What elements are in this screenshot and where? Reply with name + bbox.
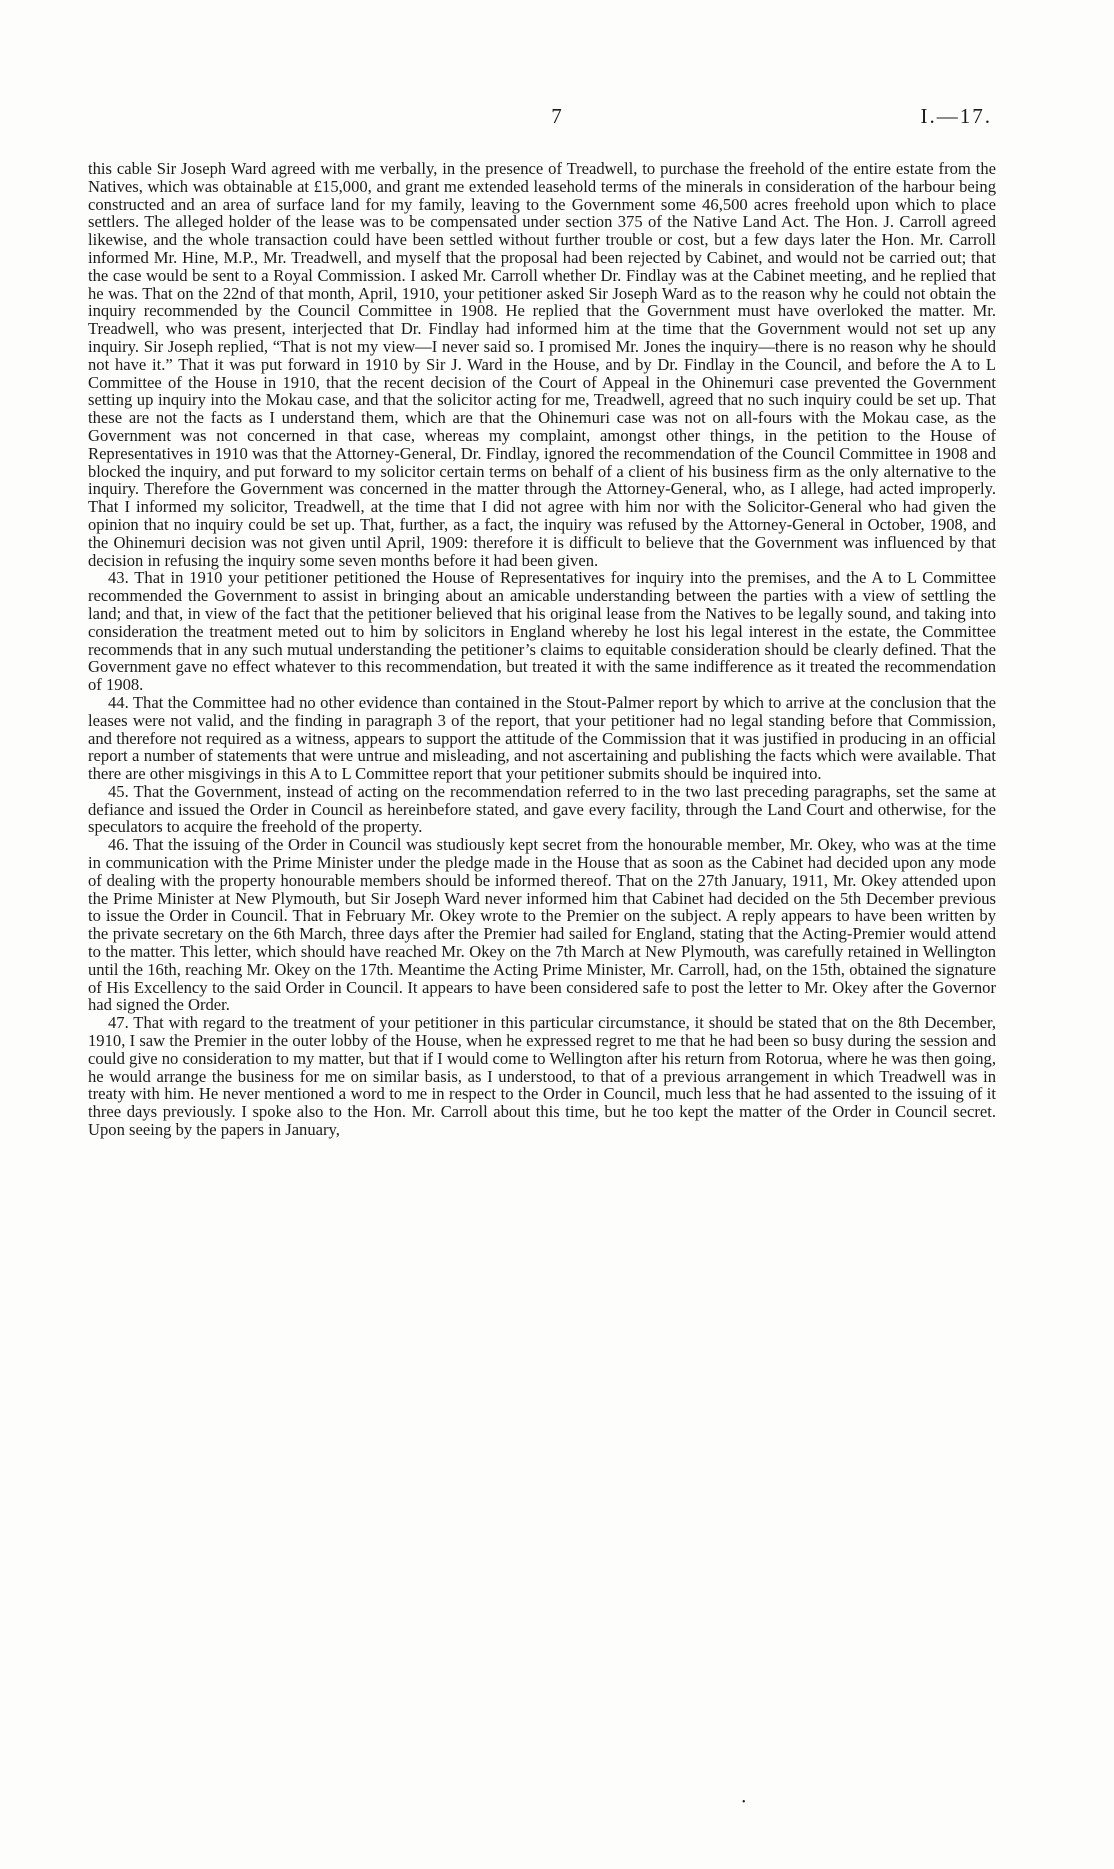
paragraph-47: 47. That with regard to the treatment of your petitioner in this particular circumstance, it should be stated that on the 8th December, 1910, I saw the Premier in the outer lobby of the House, when he expressed regret to me that he had been so busy during the session and could give no consideration to my matter, but that if I would come to Wellington after his return from Rotorua, where he was then going, he would arrange the business for me on similar basis, as I understood, to that of a previous arrangement in which Treadwell was in treaty with him. He never mentioned a word to me in respect to the Order in Council, much less that he had assented to the issuing of it three days previously. I spoke also to the Hon. Mr. Carroll about this time, but he too kept the matter of the Order in Council secret. Upon seeing by the papers in January, — [88, 1013, 996, 1140]
paragraph-46: 46. That the issuing of the Order in Council was studiously kept secret from the honourable member, Mr. Okey, who was at the time in communication with the Prime Minister under the pledge made in the House that as soon as the Cabinet had decided upon any mode of dealing with the property honourable members should be informed thereof. That on the 27th January, 1911, Mr. Okey attended upon the Prime Minister at New Plymouth, but Sir Joseph Ward never informed him that Cabinet had decided on the 5th December previous to issue the Order in Council. That in February Mr. Okey wrote to the Premier on the subject. A reply appears to have been written by the private secretary on the 6th March, three days after the Premier had sailed for England, stating that the Acting-Premier would attend to the matter. This letter, which should have reached Mr. Okey on the 7th March at New Plymouth, was carefully retained in Wellington until the 16th, reaching Mr. Okey on the 17th. Meantime the Acting Prime Minister, Mr. Carroll, had, on the 15th, obtained the signature of His Excellency to the said Order in Council. It appears to have been considered safe to post the letter to Mr. Okey after the Governor had signed the Order. — [88, 835, 996, 1015]
page-header — [0, 104, 1114, 134]
footer-mark: • — [742, 1797, 746, 1808]
paragraph-44: 44. That the Committee had no other evidence than contained in the Stout-Palmer report by which to arrive at the conclusion that the leases were not valid, and the finding in paragraph 3 of the report, that your petitioner had no legal standing before that Commission, and therefore not required as a witness, appears to support the attitude of the Commission that it was justified in producing in an official report a number of statements that were untrue and misleading, and not ascertaining and publishing the facts which were available. That there are other misgivings in this A to L Committee report that your petitioner submits should be inquired into. — [88, 692, 996, 784]
paragraph-45: 45. That the Government, instead of acting on the recommendation referred to in the two last preceding paragraphs, set the same at defiance and issued the Order in Council as hereinbefore stated, and gave every facility, through the Land Court and otherwise, for the speculators to acquire the freehold of the property. — [88, 781, 996, 837]
paragraph-continued: this cable Sir Joseph Ward agreed with me verbally, in the presence of Treadwell, to purchase the freehold of the entire estate from the Natives, which was obtainable at £15,000, and grant me extended leasehold terms of the minerals in consideration of the harbour being constructed and an area of surface land for my family, leaving to the Government some 46,500 acres freehold upon which to place settlers. The alleged holder of the lease was to be compensated under section 375 of the Native Land Act. The Hon. J. Carroll agreed likewise, and the whole transaction could have been settled without further trouble or cost, but a few days later the Hon. Mr. Carroll informed Mr. Hine, M.P., Mr. Treadwell, and myself that the proposal had been rejected by Cabinet, and would not be carried out; that the case would be sent to a Royal Commission. I asked Mr. Carroll whether Dr. Findlay was at the Cabinet meeting, and he replied that he was. That on the 22nd of that month, April, 1910, your petitioner asked Sir Joseph Ward as to the reason why he could not obtain the inquiry recommended by the Council Committee in 1908. He replied that the Government must have overloked the matter. Mr. Treadwell, who was present, interjected that Dr. Findlay had informed him at the time that the Government would not set up any inquiry. Sir Joseph replied, “That is not my view—I never said so. I promised Mr. Jones the inquiry—there is no reason why he should not have it.” That it was put forward in 1910 by Sir J. Ward in the House, and by Dr. Findlay in the Council, and before the A to L Committee of the House in 1910, that the recent decision of the Court of Appeal in the Ohinemuri case prevented the Government setting up inquiry into the Mokau case, and that the solicitor acting for me, Treadwell, agreed that no such inquiry could be set up. That these are not the facts as I understand them, which are that the Ohinemuri case was not on all-fours with the Mokau case, as the Government was not concerned in that case, whereas my complaint, amongst other things, in the petition to the House of Representatives in 1910 was that the Attorney-General, Dr. Findlay, ignored the recommendation of the Council Committee in 1908 and blocked the inquiry, and put forward to my solicitor certain terms on behalf of a client of his business firm as the only alternative to the inquiry. Therefore the Government was concerned in the matter through the Attorney-General, who, as I allege, had acted improperly. That I informed my solicitor, Treadwell, at the time that I did not agree with him nor with the Solicitor-General who had given the opinion that no inquiry could be set up. That, further, as a fact, the inquiry was refused by the Attorney-General in October, 1908, and the Ohinemuri decision was not given until April, 1909: therefore it is difficult to believe that the Government was influenced by that decision in refusing the inquiry some seven months before it had been given. — [88, 159, 996, 570]
body-text — [88, 160, 996, 1139]
document-reference: I.—17. — [920, 104, 992, 128]
paragraph-43: 43. That in 1910 your petitioner petitioned the House of Representatives for inquiry into the premises, and the A to L Committee recommended the Government to assist in bringing about an amicable understanding between the parties with a view of settling the land; and that, in view of the fact that the petitioner believed that his original lease from the Natives to be legally sound, and taking into consideration the treatment meted out to him by solicitors in England whereby he lost his legal interest in the estate, the Committee recommends that in any such mutual understanding the petitioner’s claims to equitable consideration should be clearly defined. That the Government gave no effect whatever to this recommendation, but treated it with the same indifference as it treated the recommendation of 1908. — [88, 568, 996, 695]
page-number: 7 — [551, 104, 563, 128]
